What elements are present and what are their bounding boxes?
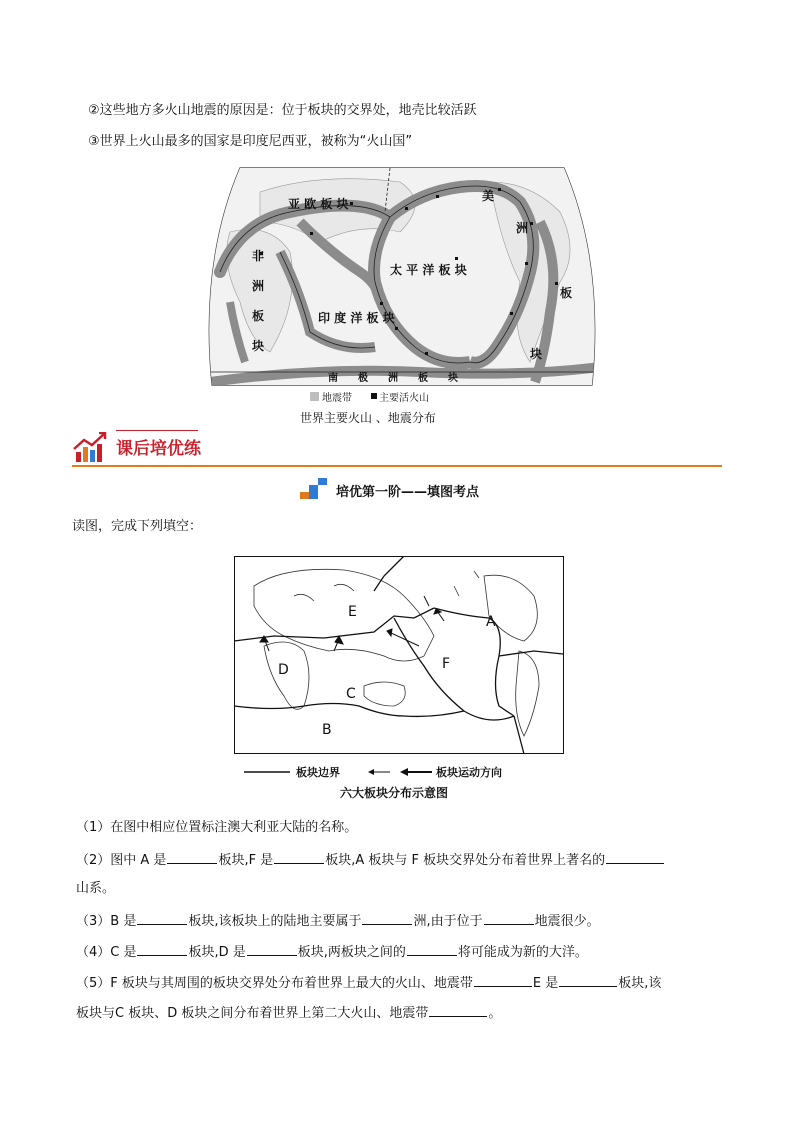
map1-caption: 世界主要火山 、地震分布 xyxy=(300,411,436,425)
map2-caption: 六大板块分布示意图 xyxy=(340,786,449,800)
subsection-header xyxy=(300,478,540,504)
question-2-cont: 山系。 xyxy=(76,881,116,896)
map1-label-africa-4: 块 xyxy=(252,339,265,353)
map2-legend xyxy=(240,763,560,781)
section-divider xyxy=(72,465,722,467)
q2-blank-1[interactable] xyxy=(167,850,217,864)
section-title-overline xyxy=(116,430,198,431)
plate-label-E: E xyxy=(348,604,357,620)
q3-text-a: （3）B 是 xyxy=(76,914,137,929)
q4-text-c: 板块,两板块之间的 xyxy=(297,945,406,960)
q3-text-c: 洲,由于位于 xyxy=(413,914,483,929)
q3-text-d: 地震很少。 xyxy=(534,914,600,929)
map1-label-americas-2: 洲 xyxy=(516,221,529,235)
volcano-earthquake-map xyxy=(200,162,604,408)
six-plates-map xyxy=(234,556,564,756)
map1-label-antarctic: 南 极 洲 板 块 xyxy=(328,373,458,384)
legend-direction-arrows-icon xyxy=(368,768,432,776)
q4-text-a: （4）C 是 xyxy=(76,945,137,960)
question-3 xyxy=(76,911,600,931)
section-title: 课后培优练 xyxy=(116,439,201,459)
legend-quake-label: 地震带 xyxy=(322,393,352,404)
legend-boundary-label: 板块边界 xyxy=(296,766,340,779)
q3-blank-1[interactable] xyxy=(137,911,187,925)
q5-text-c: 板块,该 xyxy=(618,976,662,991)
q5-text-a: （5）F 板块与其周围的板块交界处分布着世界上最大的火山、地震带 xyxy=(76,976,473,991)
map1-label-africa-3: 板 xyxy=(252,309,265,323)
q4-text-b: 板块,D 是 xyxy=(188,945,246,960)
legend-volcano-swatch xyxy=(371,393,377,399)
instruction: 读图，完成下列填空： xyxy=(72,519,203,534)
question-5-cont xyxy=(76,1003,501,1023)
map1-label-pacific: 太 平 洋 板 块 xyxy=(390,263,467,277)
q5-blank-2[interactable] xyxy=(559,973,617,987)
subsection-title: 培优第一阶——填图考点 xyxy=(336,485,480,500)
section-header xyxy=(72,430,722,468)
map1-label-americas-3: 板 xyxy=(560,286,573,300)
q2-blank-3[interactable] xyxy=(606,850,664,864)
map1-label-americas-1: 美 xyxy=(482,189,495,203)
intro-line-2: ②这些地方多火山地震的原因是：位于板块的交界处，地壳比较活跃 xyxy=(88,103,477,118)
legend-quake-swatch xyxy=(310,392,319,401)
q5-blank-1[interactable] xyxy=(474,973,532,987)
legend-direction-label: 板块运动方向 xyxy=(436,766,502,779)
q5-text-e: 。 xyxy=(488,1006,502,1021)
question-5 xyxy=(76,973,661,993)
q3-text-b: 板块,该板块上的陆地主要属于 xyxy=(188,914,362,929)
intro-line-3: ③世界上火山最多的国家是印度尼西亚，被称为“火山国” xyxy=(88,134,413,149)
legend-volcano-label: 主要活火山 xyxy=(379,393,429,404)
plate-label-C: C xyxy=(346,686,356,702)
q5-text-b: E 是 xyxy=(532,976,559,991)
q4-text-d: 将可能成为新的大洋。 xyxy=(457,945,588,960)
q3-blank-2[interactable] xyxy=(362,911,412,925)
plate-label-D: D xyxy=(278,662,289,678)
q4-blank-1[interactable] xyxy=(137,942,187,956)
steps-icon xyxy=(300,478,330,500)
chart-growth-icon xyxy=(72,432,108,464)
plate-label-A: A xyxy=(486,614,496,630)
question-1: （1）在图中相应位置标注澳大利亚大陆的名称。 xyxy=(76,820,358,835)
q4-blank-2[interactable] xyxy=(247,942,297,956)
q2-blank-2[interactable] xyxy=(274,850,324,864)
q2-text-a: （2）图中 A 是 xyxy=(76,853,167,868)
q2-text-b: 板块,F 是 xyxy=(218,853,274,868)
q5-blank-3[interactable] xyxy=(429,1003,487,1017)
q5-text-d: 板块与C 板块、D 板块之间分布着世界上第二大火山、地震带 xyxy=(76,1006,429,1021)
map1-label-americas-4: 块 xyxy=(530,347,543,361)
map1-label-africa-2: 洲 xyxy=(252,279,265,293)
q2-text-c: 板块,A 板块与 F 板块交界处分布着世界上著名的 xyxy=(325,853,606,868)
question-2 xyxy=(76,850,665,870)
q4-blank-3[interactable] xyxy=(407,942,457,956)
map1-label-eurasia: 亚 欧 板 块 xyxy=(288,197,349,211)
plate-label-B: B xyxy=(322,722,332,738)
map1-label-africa-1: 非 xyxy=(252,249,265,263)
question-4 xyxy=(76,942,588,962)
map1-label-indian: 印 度 洋 板 块 xyxy=(318,311,395,325)
plate-label-F: F xyxy=(442,656,451,672)
q3-blank-3[interactable] xyxy=(484,911,534,925)
